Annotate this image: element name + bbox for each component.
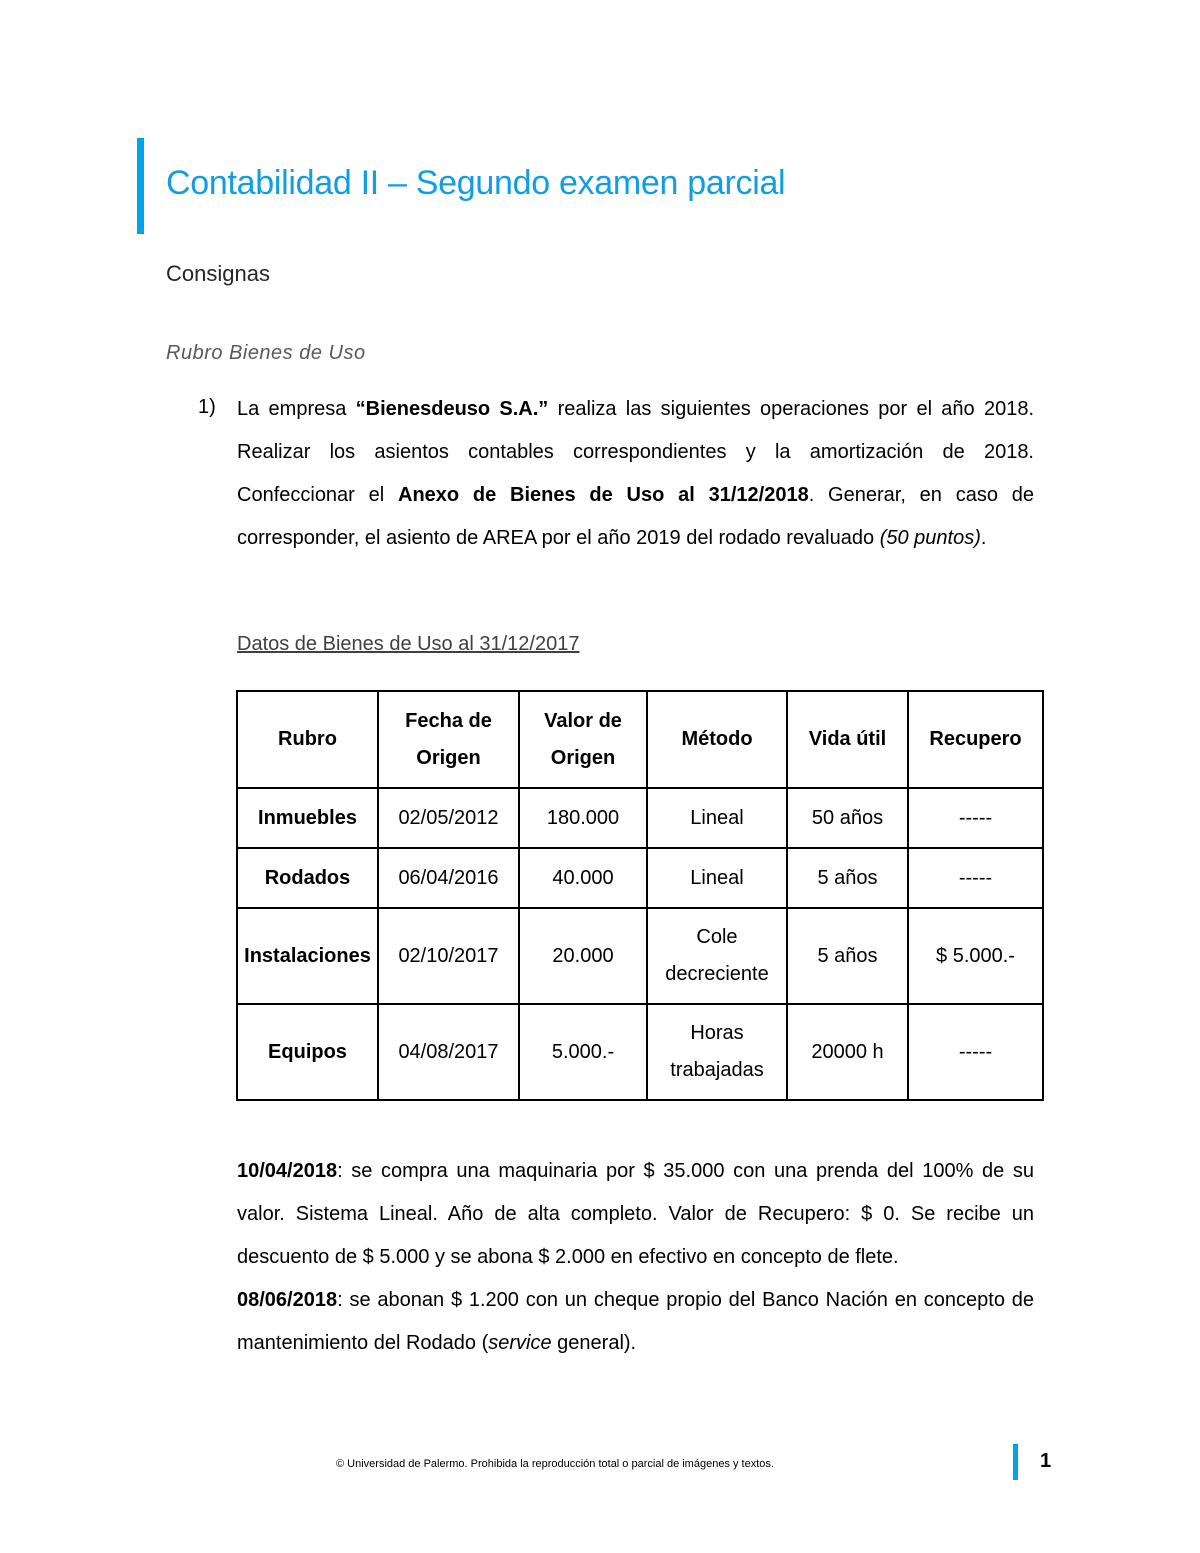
table-cell: Inmuebles: [237, 788, 378, 848]
annex-title: Anexo de Bienes de Uso al 31/12/2018: [398, 484, 809, 506]
assets-table: [236, 690, 1044, 1101]
header-cell: Valor de Origen: [519, 691, 647, 788]
table-cell: Equipos: [237, 1004, 378, 1100]
table-cell: 04/08/2017: [378, 1004, 519, 1100]
table-cell: 20000 h: [787, 1004, 908, 1100]
operations-list: [237, 1150, 1034, 1365]
table-cell: 5 años: [787, 908, 908, 1004]
table-cell: Rodados: [237, 848, 378, 908]
points-note: (50 puntos): [879, 527, 981, 549]
table-cell: Cole decreciente: [647, 908, 787, 1004]
table-cell: -----: [908, 788, 1043, 848]
operation-entry: [237, 1279, 1034, 1365]
table-cell: Lineal: [647, 848, 787, 908]
item-1-paragraph: [237, 388, 1034, 560]
table-cell: Instalaciones: [237, 908, 378, 1004]
operation-date: 10/04/2018: [237, 1160, 338, 1182]
company-name: “Bienesdeuso S.A.”: [355, 398, 549, 420]
item-1-text: .: [980, 527, 987, 549]
header-cell: Vida útil: [787, 691, 908, 788]
table-cell: 20.000: [519, 908, 647, 1004]
operation-text: : se compra una maquinaria por $ 35.000 con una prenda del 100% de su valor. Sistema Lineal. Año de alta completo. Valor de Recupero: $ 0. Se recibe un descuento de $ 5.000 y se abona $ 2.000 en efectivo en concepto de flete.: [237, 1160, 1034, 1268]
table-row: [237, 848, 1043, 908]
item-1-text: La empresa: [237, 398, 356, 420]
section-heading: Rubro Bienes de Uso: [166, 342, 366, 364]
section-subtitle: Consignas: [166, 261, 270, 286]
item-1-text: realiza las siguientes operaciones por el año 2018. Realizar los asientos contables correspondientes y la amortización de 2018. Confeccionar el: [237, 398, 1035, 506]
table-cell: 06/04/2016: [378, 848, 519, 908]
table-cell: -----: [908, 848, 1043, 908]
table-cell: 5 años: [787, 848, 908, 908]
table-cell: Lineal: [647, 788, 787, 848]
page-title: Contabilidad II – Segundo examen parcial: [166, 164, 786, 202]
table-cell: Horas trabajadas: [647, 1004, 787, 1100]
table-cell: 40.000: [519, 848, 647, 908]
page-number: 1: [1040, 1450, 1052, 1472]
table-cell: -----: [908, 1004, 1043, 1100]
header-cell: Fecha de Origen: [378, 691, 519, 788]
footer-accent-bar: [1013, 1444, 1018, 1480]
footer-copyright: © Universidad de Palermo. Prohibida la reproducción total o parcial de imágenes y textos.: [336, 1458, 774, 1470]
operation-italic: service: [488, 1332, 552, 1354]
table-cell: 02/05/2012: [378, 788, 519, 848]
table-cell: 02/10/2017: [378, 908, 519, 1004]
table-header-row: [237, 691, 1043, 788]
header-cell: Recupero: [908, 691, 1043, 788]
table-cell: 180.000: [519, 788, 647, 848]
operation-date: 08/06/2018: [237, 1289, 338, 1311]
operation-text: : se abonan $ 1.200 con un cheque propio del Banco Nación en concepto de mantenimiento del Rodado (: [237, 1289, 1034, 1354]
operation-entry: [237, 1150, 1034, 1279]
table-cell: 5.000.-: [519, 1004, 647, 1100]
operation-text: general).: [551, 1332, 637, 1354]
table-cell: 50 años: [787, 788, 908, 848]
header-cell: Método: [647, 691, 787, 788]
item-number: 1): [198, 396, 216, 418]
table-row: [237, 908, 1043, 1004]
item-1-text: . Generar, en caso de corresponder, el asiento de AREA por el año 2019 del rodado revaluado: [237, 484, 1034, 549]
table-cell: $ 5.000.-: [908, 908, 1043, 1004]
table-row: [237, 1004, 1043, 1100]
title-accent-bar: [137, 138, 144, 234]
table-row: [237, 788, 1043, 848]
header-cell: Rubro: [237, 691, 378, 788]
table-caption: Datos de Bienes de Uso al 31/12/2017: [237, 633, 580, 655]
